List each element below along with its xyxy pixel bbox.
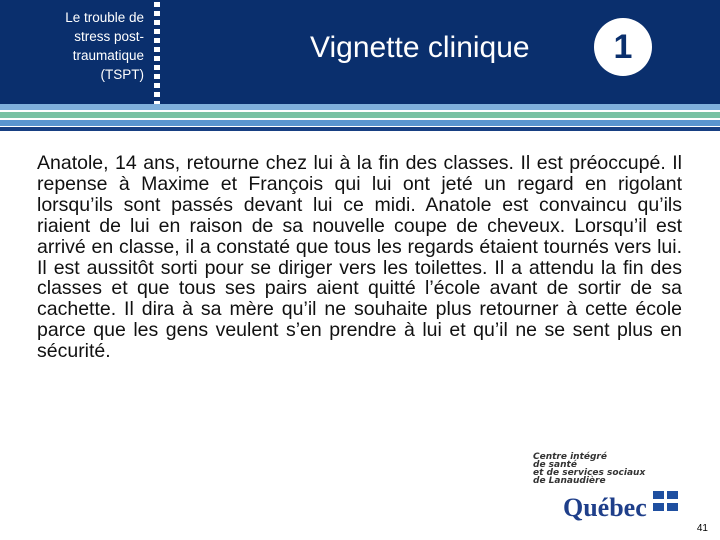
logo-text-line: et de services sociaux <box>533 468 646 478</box>
section-title-line: Le trouble de <box>65 10 144 25</box>
section-title-line: (TSPT) <box>100 67 144 82</box>
cisss-lanaudiere-logo <box>533 453 693 523</box>
section-title-line: traumatique <box>72 48 144 63</box>
quebec-flag-icon <box>653 491 689 515</box>
vignette-paragraph: Anatole, 14 ans, retourne chez lui à la fin des classes. Il est préoccupé. Il repense à Maxime et François qui lui ont jeté un regard en rigolant lorsqu’ils sont passés devant lui ce midi. Anatole est convaincu qu’ils riaient de lui en raison de sa nouvelle coupe de cheveux. Lorsqu’il est arrivé en classe, il a constaté que tous les regards étaient tournés vers lui. Il est aussitôt sorti pour se diriger vers les toilettes. Il a attendu la fin des classes et que tous ses pairs aient quitté l’école avant de sortir de sa cachette. Il dira à sa mère qu’il ne souhaite plus retourner à cette école parce que les gens veulent s’en prendre à lui et qu’il ne se sent plus en sécurité. <box>37 152 682 363</box>
logo-text-line: Centre intégré <box>533 452 607 462</box>
dotted-divider <box>154 2 160 106</box>
quebec-wordmark: Québec <box>563 493 647 522</box>
section-title-line: stress post- <box>74 29 144 44</box>
stripe-navy <box>0 127 720 131</box>
vignette-number-badge: 1 <box>594 18 652 76</box>
page-title: Vignette clinique <box>310 31 530 64</box>
logo-text-line: de Lanaudière <box>533 476 606 486</box>
page-number: 41 <box>696 523 708 534</box>
header-banner <box>0 0 720 104</box>
section-title <box>0 8 144 84</box>
decorative-stripes <box>0 104 720 134</box>
logo-text-line: de santé <box>533 460 577 470</box>
